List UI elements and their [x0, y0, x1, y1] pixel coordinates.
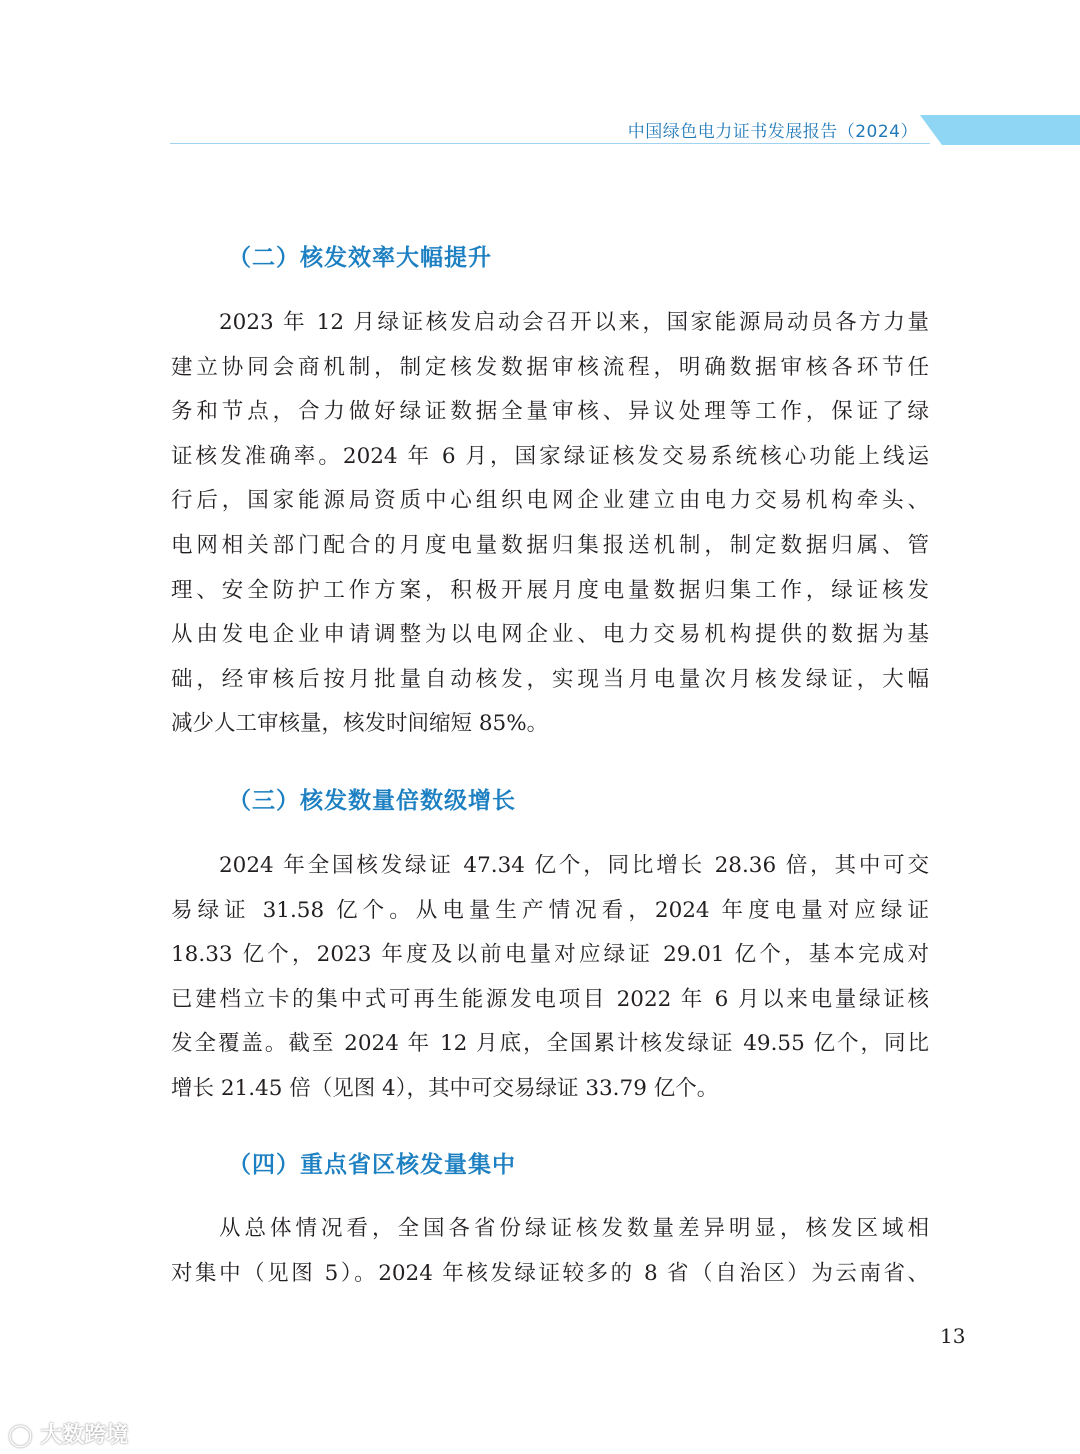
header-accent-band: [920, 115, 1080, 145]
paragraph-line: 理、安全防护工作方案，积极开展月度电量数据归集工作，绿证核发: [171, 577, 929, 603]
section-heading: （四）重点省区核发量集中: [228, 1152, 516, 1178]
section-heading: （三）核发数量倍数级增长: [228, 788, 516, 814]
paragraph-line: 证核发准确率。2024 年 6 月，国家绿证核发交易系统核心功能上线运: [171, 443, 929, 469]
paragraph-line: 2023 年 12 月绿证核发启动会召开以来，国家能源局动员各方力量: [219, 310, 929, 335]
paragraph-line: 易绿证 31.58 亿个。从电量生产情况看，2024 年度电量对应绿证: [171, 897, 929, 923]
paragraph-line: 减少人工审核量，核发时间缩短 85%。: [171, 711, 549, 737]
paragraph-line: 从总体情况看，全国各省份绿证核发数量差异明显，核发区域相: [219, 1216, 929, 1241]
paragraph-line: 从由发电企业申请调整为以电网企业、电力交易机构提供的数据为基: [171, 622, 929, 648]
paragraph-line: 础，经审核后按月批量自动核发，实现当月电量次月核发绿证，大幅: [171, 666, 929, 692]
running-header-title: 中国绿色电力证书发展报告（2024）: [627, 122, 918, 142]
paragraph-line: 务和节点，合力做好绿证数据全量审核、异议处理等工作，保证了绿: [171, 399, 929, 425]
paragraph-line: 18.33 亿个，2023 年度及以前电量对应绿证 29.01 亿个，基本完成对: [171, 942, 929, 968]
paragraph-line: 行后，国家能源局资质中心组织电网企业建立由电力交易机构牵头、: [171, 488, 929, 514]
paragraph-line: 电网相关部门配合的月度电量数据归集报送机制，制定数据归属、管: [171, 533, 929, 558]
page-number: 13: [940, 1324, 966, 1348]
paragraph-line: 建立协同会商机制，制定核发数据审核流程，明确数据审核各环节任: [171, 354, 929, 380]
paragraph-line: 发全覆盖。截至 2024 年 12 月底，全国累计核发绿证 49.55 亿个，同比: [171, 1031, 929, 1057]
paragraph-line: 2024 年全国核发绿证 47.34 亿个，同比增长 28.36 倍，其中可交: [219, 853, 929, 878]
watermark-logo: ◯ 大数跨境: [8, 1423, 129, 1448]
section-heading: （二）核发效率大幅提升: [228, 245, 492, 271]
header-rule: [170, 143, 930, 144]
paragraph-line: 已建档立卡的集中式可再生能源发电项目 2022 年 6 月以来电量绿证核: [171, 986, 929, 1012]
paragraph-line: 增长 21.45 倍（见图 4），其中可交易绿证 33.79 亿个。: [171, 1076, 719, 1101]
paragraph-line: 对集中（见图 5）。2024 年核发绿证较多的 8 省（自治区）为云南省、: [171, 1260, 929, 1286]
